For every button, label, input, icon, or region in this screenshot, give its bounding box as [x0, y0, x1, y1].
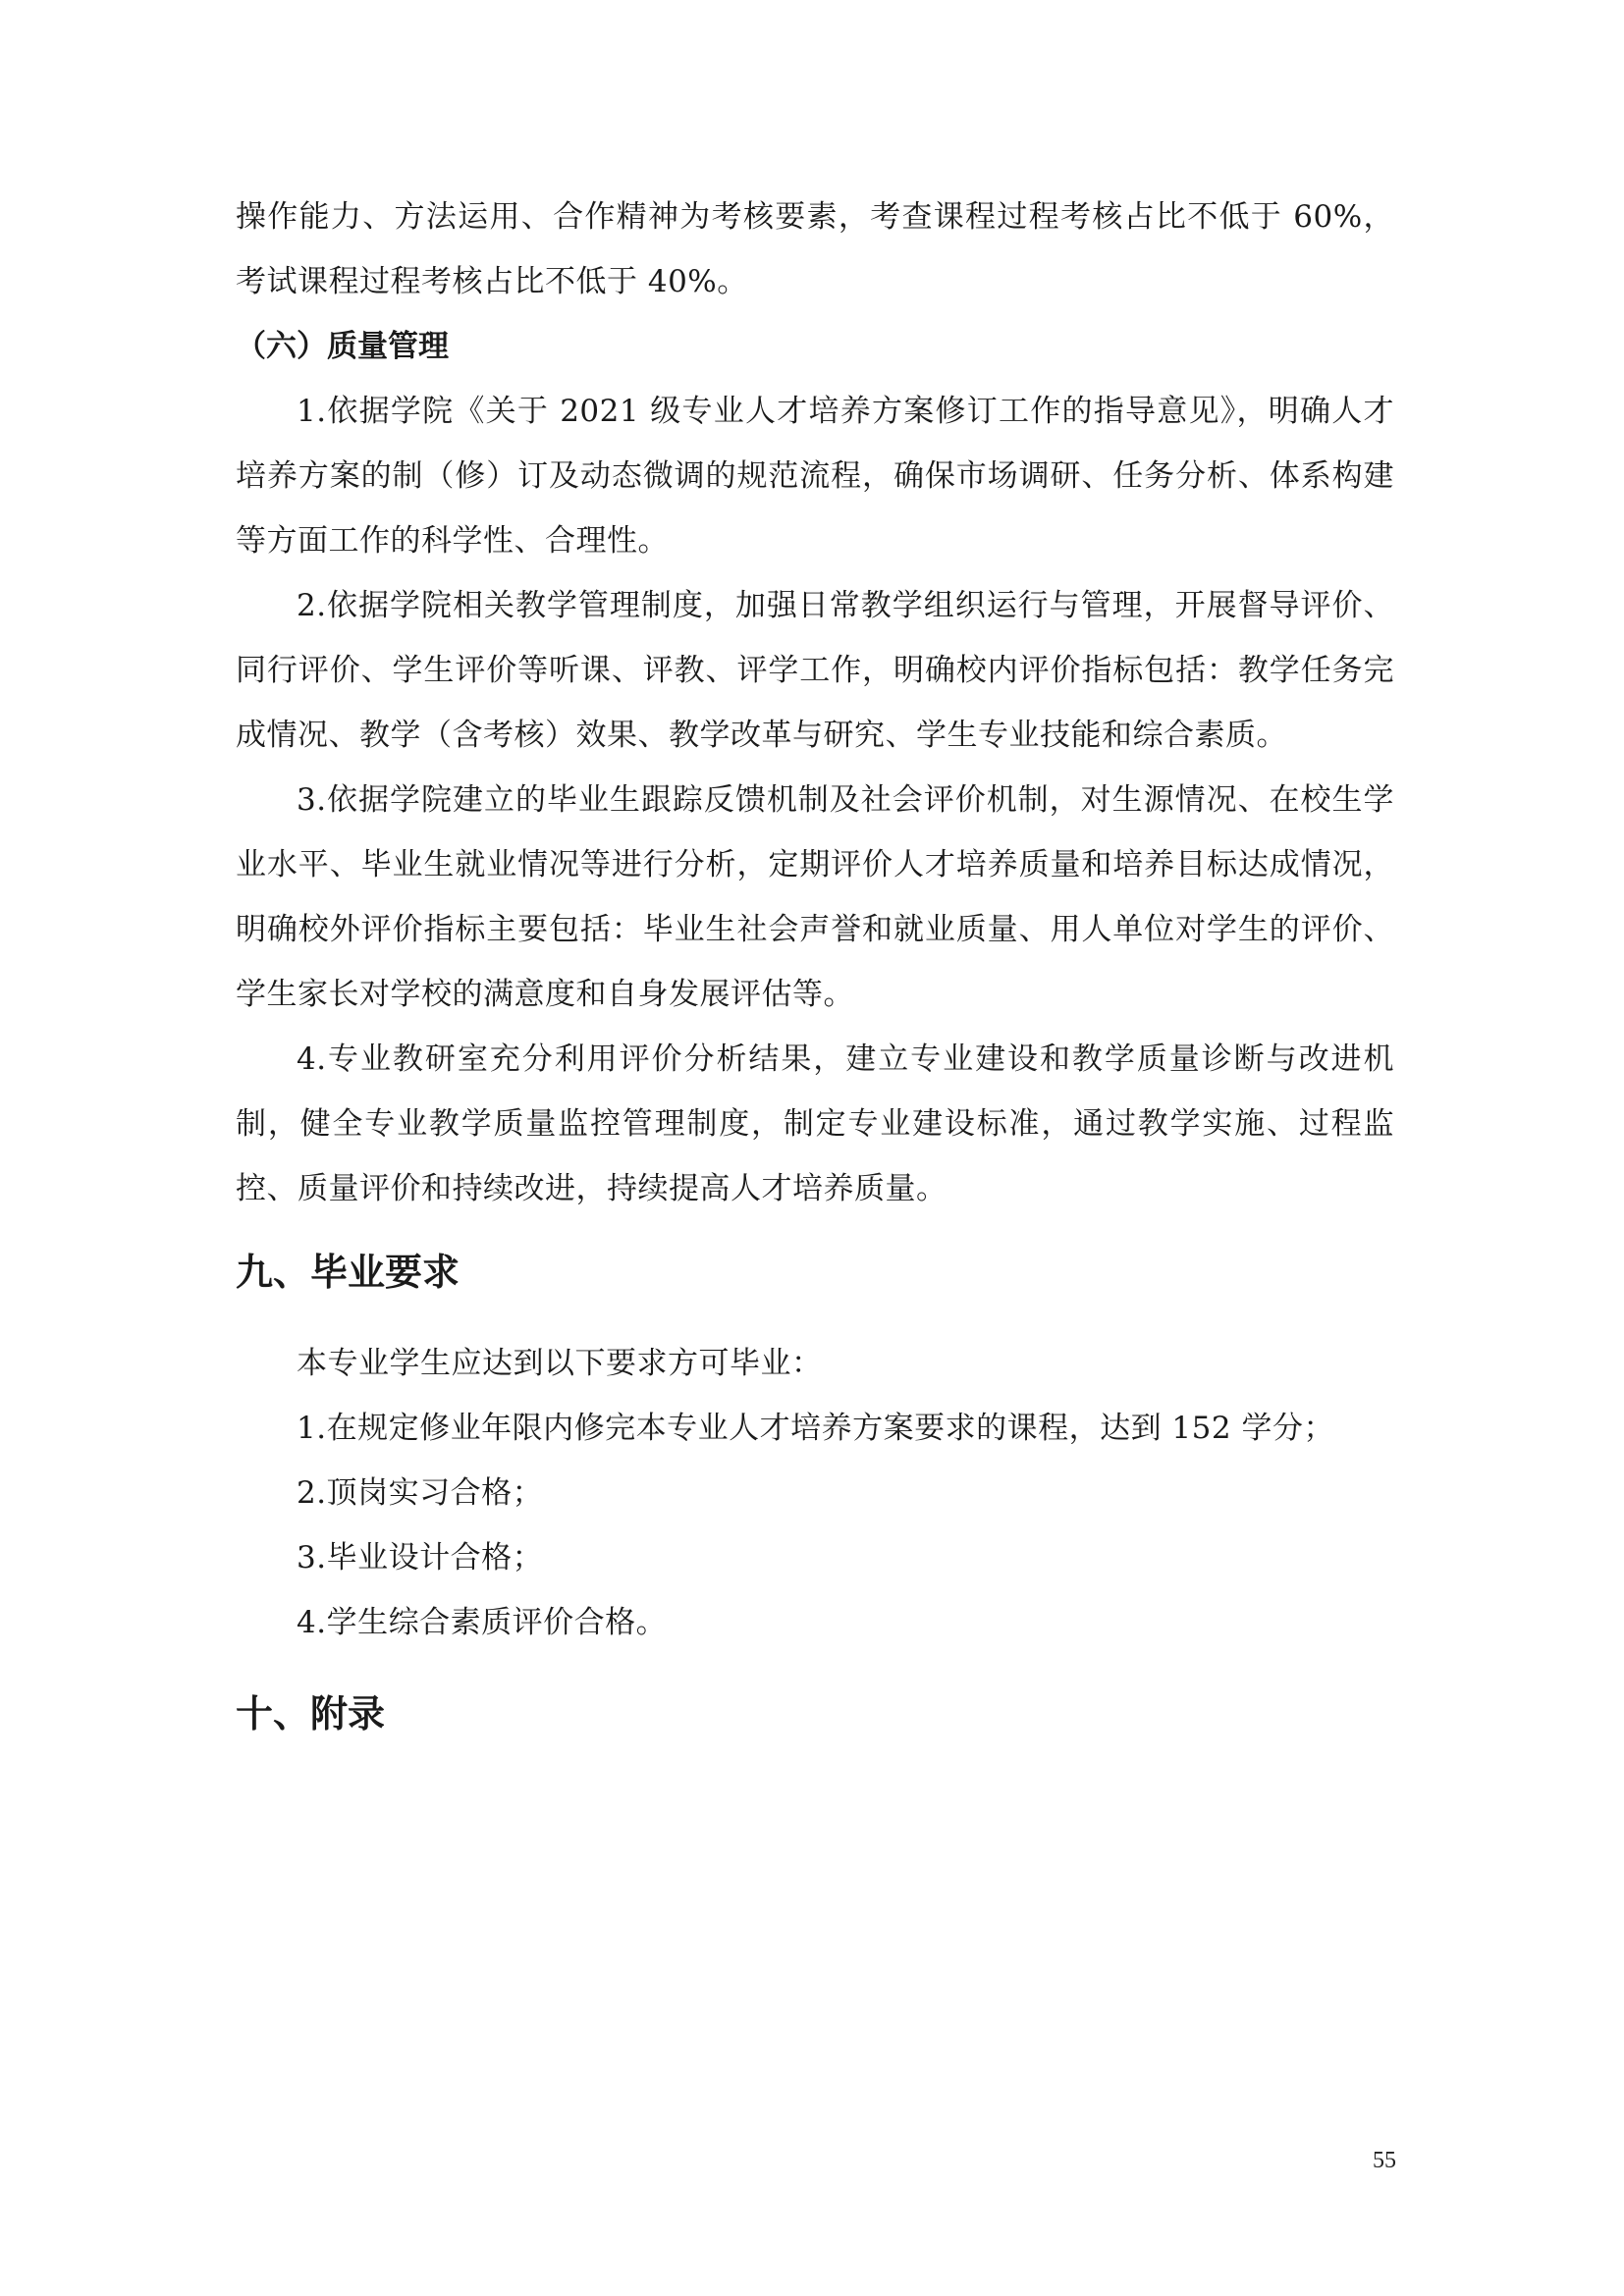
graduation-item-2: 2.顶岗实习合格；	[297, 1475, 544, 1511]
section-heading-appendix: 十、附录	[236, 1692, 386, 1735]
graduation-item-1: 1.在规定修业年限内修完本专业人才培养方案要求的课程，达到 152 学分；	[297, 1411, 1334, 1446]
page-content	[236, 185, 1394, 1735]
graduation-item-3: 3.毕业设计合格；	[297, 1540, 544, 1575]
quality-item-2: 2.依据学院相关教学管理制度，加强日常教学组织运行与管理，开展督导评价、同行评价、学生评价等听课、评教、评学工作，明确校内评价指标包括：教学任务完成情况、教学（含考核）效果、教学改革与研究、学生专业技能和综合素质。	[236, 588, 1394, 753]
graduation-intro: 本专业学生应达到以下要求方可毕业：	[297, 1346, 823, 1381]
quality-item-1: 1.依据学院《关于 2021 级专业人才培养方案修订工作的指导意见》，明确人才培养方案的制（修）订及动态微调的规范流程，确保市场调研、任务分析、体系构建等方面工作的科学性、合理性。	[236, 394, 1394, 559]
paragraph-assessment-continued: 操作能力、方法运用、合作精神为考核要素，考查课程过程考核占比不低于 60%，考试课程过程考核占比不低于 40%。	[236, 199, 1394, 299]
section-heading-graduation-requirements: 九、毕业要求	[236, 1251, 460, 1294]
page-number: 55	[1373, 2148, 1396, 2173]
graduation-item-4: 4.学生综合素质评价合格。	[297, 1605, 668, 1640]
subsection-heading-quality-management: （六）质量管理	[236, 329, 449, 364]
quality-item-4: 4.专业教研室充分利用评价分析结果，建立专业建设和教学质量诊断与改进机制，健全专业教学质量监控管理制度，制定专业建设标准，通过教学实施、过程监控、质量评价和持续改进，持续提高人才培养质量。	[236, 1041, 1394, 1206]
quality-item-3: 3.依据学院建立的毕业生跟踪反馈机制及社会评价机制，对生源情况、在校生学业水平、毕业生就业情况等进行分析，定期评价人才培养质量和培养目标达成情况，明确校外评价指标主要包括：毕业生社会声誉和就业质量、用人单位对学生的评价、学生家长对学校的满意度和自身发展评估等。	[236, 782, 1394, 1012]
